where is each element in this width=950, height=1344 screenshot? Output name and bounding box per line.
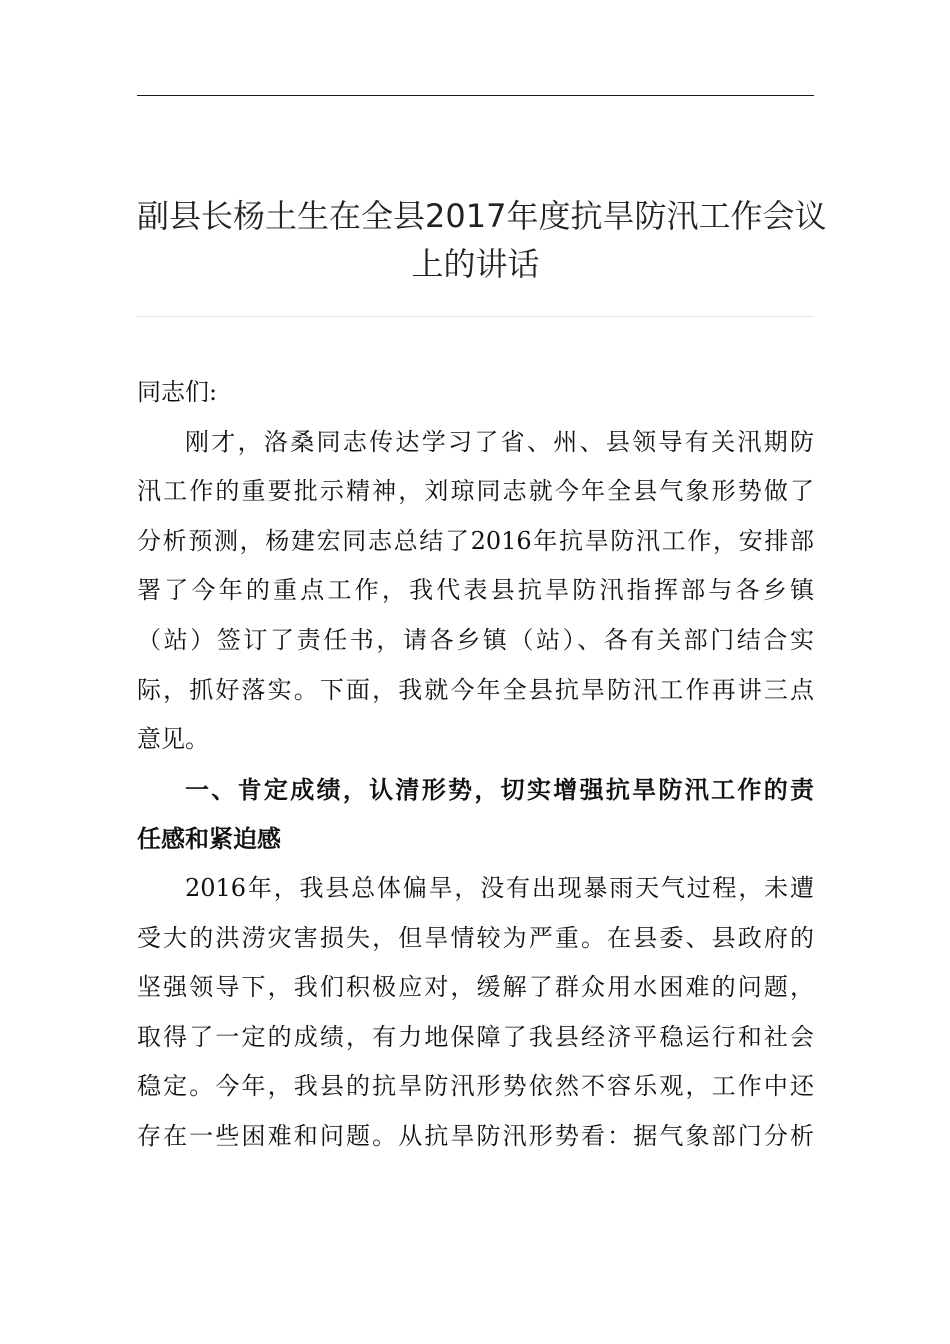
paragraph-line: 分析预测，杨建宏同志总结了2016年抗旱防汛工作，安排部 [137,526,814,555]
section-heading-1 [137,765,814,864]
paragraph-section-1 [137,864,814,1162]
paragraph-line: 刚才，洛桑同志传达学习了省、州、县领导有关汛期防 [185,427,814,456]
title-line: 副县长杨土生在全县2017年度抗旱防汛工作会议 [137,197,827,235]
paragraph-line: 存在一些困难和问题。从抗旱防汛形势看：据气象部门分析 [137,1121,814,1150]
header-rule [137,95,814,96]
paragraph-line: 稳定。今年，我县的抗旱防汛形势依然不容乐观，工作中还 [137,1072,814,1101]
title-line: 上的讲话 [411,245,540,283]
heading-line: 一、肯定成绩，认清形势，切实增强抗旱防汛工作的责 [185,774,814,804]
paragraph-line: （站）签订了责任书，请各乡镇（站）、各有关部门结合实 [137,625,814,654]
paragraph-line: 署了今年的重点工作，我代表县抗旱防汛指挥部与各乡镇 [137,576,814,605]
document-title [137,192,827,288]
paragraph-line: 际，抓好落实。下面，我就今年全县抗旱防汛工作再讲三点 [137,675,814,704]
paragraph-line: 取得了一定的成绩，有力地保障了我县经济平稳运行和社会 [137,1022,814,1051]
document-body [137,368,814,1162]
title-divider [137,316,814,317]
salutation: 同志们: [137,378,218,406]
paragraph-intro [137,418,814,765]
paragraph-line: 汛工作的重要批示精神，刘琼同志就今年全县气象形势做了 [137,477,814,506]
paragraph-line: 2016年，我县总体偏旱，没有出现暴雨天气过程，未遭 [185,873,814,902]
heading-line: 任感和紧迫感 [137,824,281,854]
paragraph-line: 受大的洪涝灾害损失，但旱情较为严重。在县委、县政府的 [137,923,814,952]
paragraph-line: 意见。 [137,725,209,754]
paragraph-line: 坚强领导下，我们积极应对，缓解了群众用水困难的问题， [137,973,814,1002]
